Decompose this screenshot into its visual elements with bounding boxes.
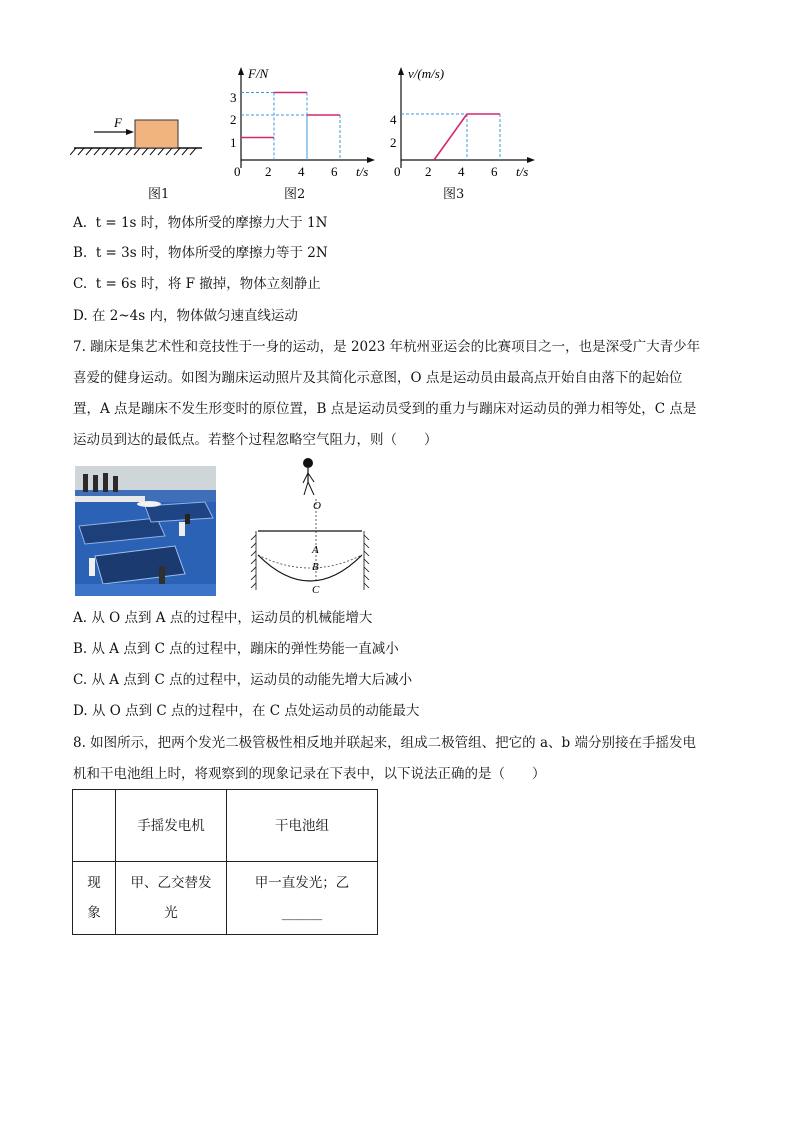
bed-curve-b	[258, 555, 362, 568]
q6-option-d: D. 在 2~4s 内，物体做匀速直线运动	[73, 308, 298, 324]
table-cell-battery: 甲一直发光；乙 ______	[227, 862, 378, 935]
origin-label: 0	[234, 164, 241, 179]
x-axis-label: t/s	[356, 164, 369, 179]
trampoline-photo	[75, 466, 216, 596]
y-tick-3: 3	[230, 90, 237, 105]
bed-curve-c	[258, 555, 362, 581]
y-axis-label: F/N	[248, 66, 269, 81]
trampoline-diagram	[248, 455, 373, 600]
origin-label: 0	[394, 164, 401, 179]
q8-stem-line-2: 机和干电池组上时，将观察到的现象记录在下表中，以下说法正确的是（ ）	[73, 766, 546, 782]
point-c-label: C	[312, 584, 320, 596]
table-row-label: 现 象	[73, 862, 116, 935]
figure-2-caption: 图2	[284, 187, 306, 202]
y-tick-4: 4	[390, 112, 397, 127]
x-tick-4: 4	[458, 164, 465, 179]
x-tick-2: 2	[425, 164, 432, 179]
series-segment-1	[434, 114, 467, 160]
figure-2-force-time-graph	[220, 64, 380, 182]
figure-1-caption: 图1	[148, 187, 170, 202]
table-cell-generator: 甲、乙交替发 光	[116, 862, 227, 935]
y-tick-2: 2	[230, 112, 237, 127]
y-tick-2: 2	[390, 135, 397, 150]
y-axis-label: v/(m/s)	[408, 66, 445, 81]
answer-blank[interactable]: ______	[281, 905, 323, 921]
x-tick-2: 2	[265, 164, 272, 179]
q7-option-a: A. 从 O 点到 A 点的过程中，运动员的机械能增大	[73, 610, 373, 626]
block	[135, 120, 178, 148]
q6-option-b: B. t = 3s 时，物体所受的摩擦力等于 2N	[73, 245, 328, 261]
q8-stem-line-1: 8. 如图所示，把两个发光二极管极性相反地并联起来，组成二极管组、把它的 a、b 端分别接在手摇发电	[73, 735, 696, 751]
point-b-label: B	[312, 561, 319, 573]
x-axis-label: t/s	[516, 164, 529, 179]
table-header-battery: 干电池组	[227, 790, 378, 862]
observation-table	[72, 789, 378, 935]
q7-stem-line-1: 7. 蹦床是集艺术性和竞技性于一身的运动，是 2023 年杭州亚运会的比赛项目之一，也是深受广大青少年	[73, 339, 701, 355]
q7-stem-line-4: 运动员到达的最低点。若整个过程忽略空气阻力，则（ ）	[73, 432, 438, 448]
q7-option-c: C. 从 A 点到 C 点的过程中，运动员的动能先增大后减小	[73, 672, 413, 688]
x-tick-6: 6	[491, 164, 498, 179]
x-tick-4: 4	[298, 164, 305, 179]
y-tick-1: 1	[230, 135, 237, 150]
figure-3-velocity-time-graph	[380, 64, 540, 182]
force-label: F	[114, 115, 122, 130]
athlete-head	[303, 458, 313, 468]
q7-stem-line-2: 喜爱的健身运动。如图为蹦床运动照片及其简化示意图，O 点是运动员由最高点开始自由落下的起始位	[73, 370, 683, 386]
point-o-label: O	[313, 500, 321, 512]
x-tick-6: 6	[331, 164, 338, 179]
q6-option-a: A. t = 1s 时，物体所受的摩擦力大于 1N	[73, 215, 328, 231]
table-header-empty	[73, 790, 116, 862]
figure-3-caption: 图3	[443, 187, 465, 202]
figure-1-block-diagram	[70, 110, 210, 160]
q7-stem-line-3: 置，A 点是蹦床不发生形变时的原位置，B 点是运动员受到的重力与蹦床对运动员的弹力相等处，C 点是	[73, 401, 697, 417]
q7-option-b: B. 从 A 点到 C 点的过程中，蹦床的弹性势能一直减小	[73, 641, 399, 657]
q6-option-c: C. t = 6s 时，将 F 撤掉，物体立刻静止	[73, 276, 321, 292]
table-header-generator: 手摇发电机	[116, 790, 227, 862]
q7-option-d: D. 从 O 点到 C 点的过程中，在 C 点处运动员的动能最大	[73, 703, 420, 719]
point-a-label: A	[312, 544, 319, 556]
